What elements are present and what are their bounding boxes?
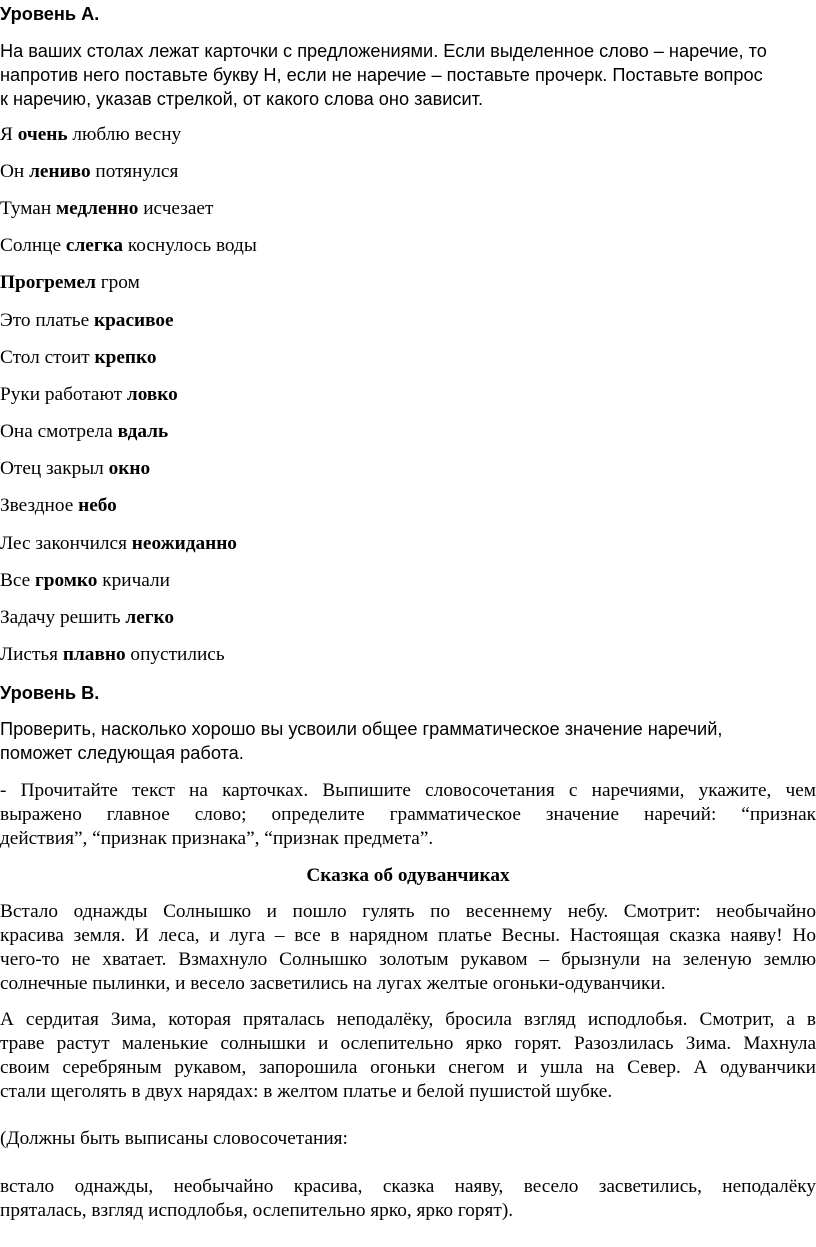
story-title: Сказка об одуванчиках <box>306 865 510 886</box>
level-a-instructions-line-2: напротив него поставьте букву Н, если не наречие – поставьте прочерк. Поставьте вопрос <box>0 65 763 85</box>
answer-line-2: пряталась, взгляд исподлобья, ослепительно ярко, ярко горят). <box>0 1200 514 1221</box>
level-a-instructions-line-3: к наречию, указав стрелкой, от какого слова оно зависит. <box>0 89 484 109</box>
sentence-item: Я очень люблю весну <box>0 124 182 145</box>
level-b-heading: Уровень В. <box>0 683 100 703</box>
story-p2-line-1: А сердитая Зима, которая пряталась неподалёку, бросила взгляд исподлобья. Смотрит, а в <box>0 1009 816 1030</box>
level-a-heading: Уровень А. <box>0 4 100 24</box>
story-p2-line-3: своим серебряным рукавом, запорошила огоньки снегом и ушла на Север. А одуванчики <box>0 1057 816 1078</box>
sentence-item: Звездное небо <box>0 495 117 516</box>
story-p1-line-3: чего-то не хватает. Взмахнуло Солнышко золотым рукавом – брызнули на зеленую землю <box>0 949 816 970</box>
story-p1-line-2: красива земля. И леса, и луга – все в нарядном платье Весны. Настоящая сказка наяву! Но <box>0 925 816 946</box>
level-b-intro-line-2: поможет следующая работа. <box>0 743 244 763</box>
sentence-item: Туман медленно исчезает <box>0 198 214 219</box>
task-line-2: выражено главное слово; определите грамматическое значение наречий: “признак <box>0 804 816 825</box>
sentence-item: Стол стоит крепко <box>0 347 157 368</box>
story-p2-line-4: стали щеголять в двух нарядах: в желтом платье и белой пушистой шубке. <box>0 1081 613 1102</box>
sentence-item: Это платье красивое <box>0 310 174 331</box>
answer-line-1: встало однажды, необычайно красива, сказка наяву, весело засветились, неподалёку <box>0 1176 816 1197</box>
sentence-item: Листья плавно опустились <box>0 644 225 665</box>
level-b-intro-line-1: Проверить, насколько хорошо вы усвоили общее грамматическое значение наречий, <box>0 719 723 739</box>
sentence-item: Она смотрела вдаль <box>0 421 169 442</box>
level-a-instructions-line-1: На ваших столах лежат карточки с предложениями. Если выделенное слово – наречие, то <box>0 41 767 61</box>
sentence-item: Все громко кричали <box>0 570 170 591</box>
sentence-item: Лес закончился неожиданно <box>0 533 237 554</box>
task-line-1: - Прочитайте текст на карточках. Выпишите словосочетания с наречиями, укажите, чем <box>0 780 816 801</box>
sentence-item: Задачу решить легко <box>0 607 175 628</box>
sentence-item: Солнце слегка коснулось воды <box>0 235 257 256</box>
sentence-item: Руки работают ловко <box>0 384 178 405</box>
answer-intro: (Должны быть выписаны словосочетания: <box>0 1128 348 1149</box>
story-p1-line-4: солнечные пылинки, и весело засветились на лугах желтые огоньки-одуванчики. <box>0 973 666 994</box>
sentence-item: Он лениво потянулся <box>0 161 179 182</box>
sentence-item: Отец закрыл окно <box>0 458 151 479</box>
sentence-item: Прогремел гром <box>0 272 140 293</box>
task-line-3: действия”, “признак признака”, “признак предмета”. <box>0 828 434 849</box>
story-p1-line-1: Встало однажды Солнышко и пошло гулять по весеннему небу. Смотрит: необычайно <box>0 901 816 922</box>
story-p2-line-2: траве растут маленькие солнышки и ослепительно ярко горят. Разозлилась Зима. Махнула <box>0 1033 816 1054</box>
